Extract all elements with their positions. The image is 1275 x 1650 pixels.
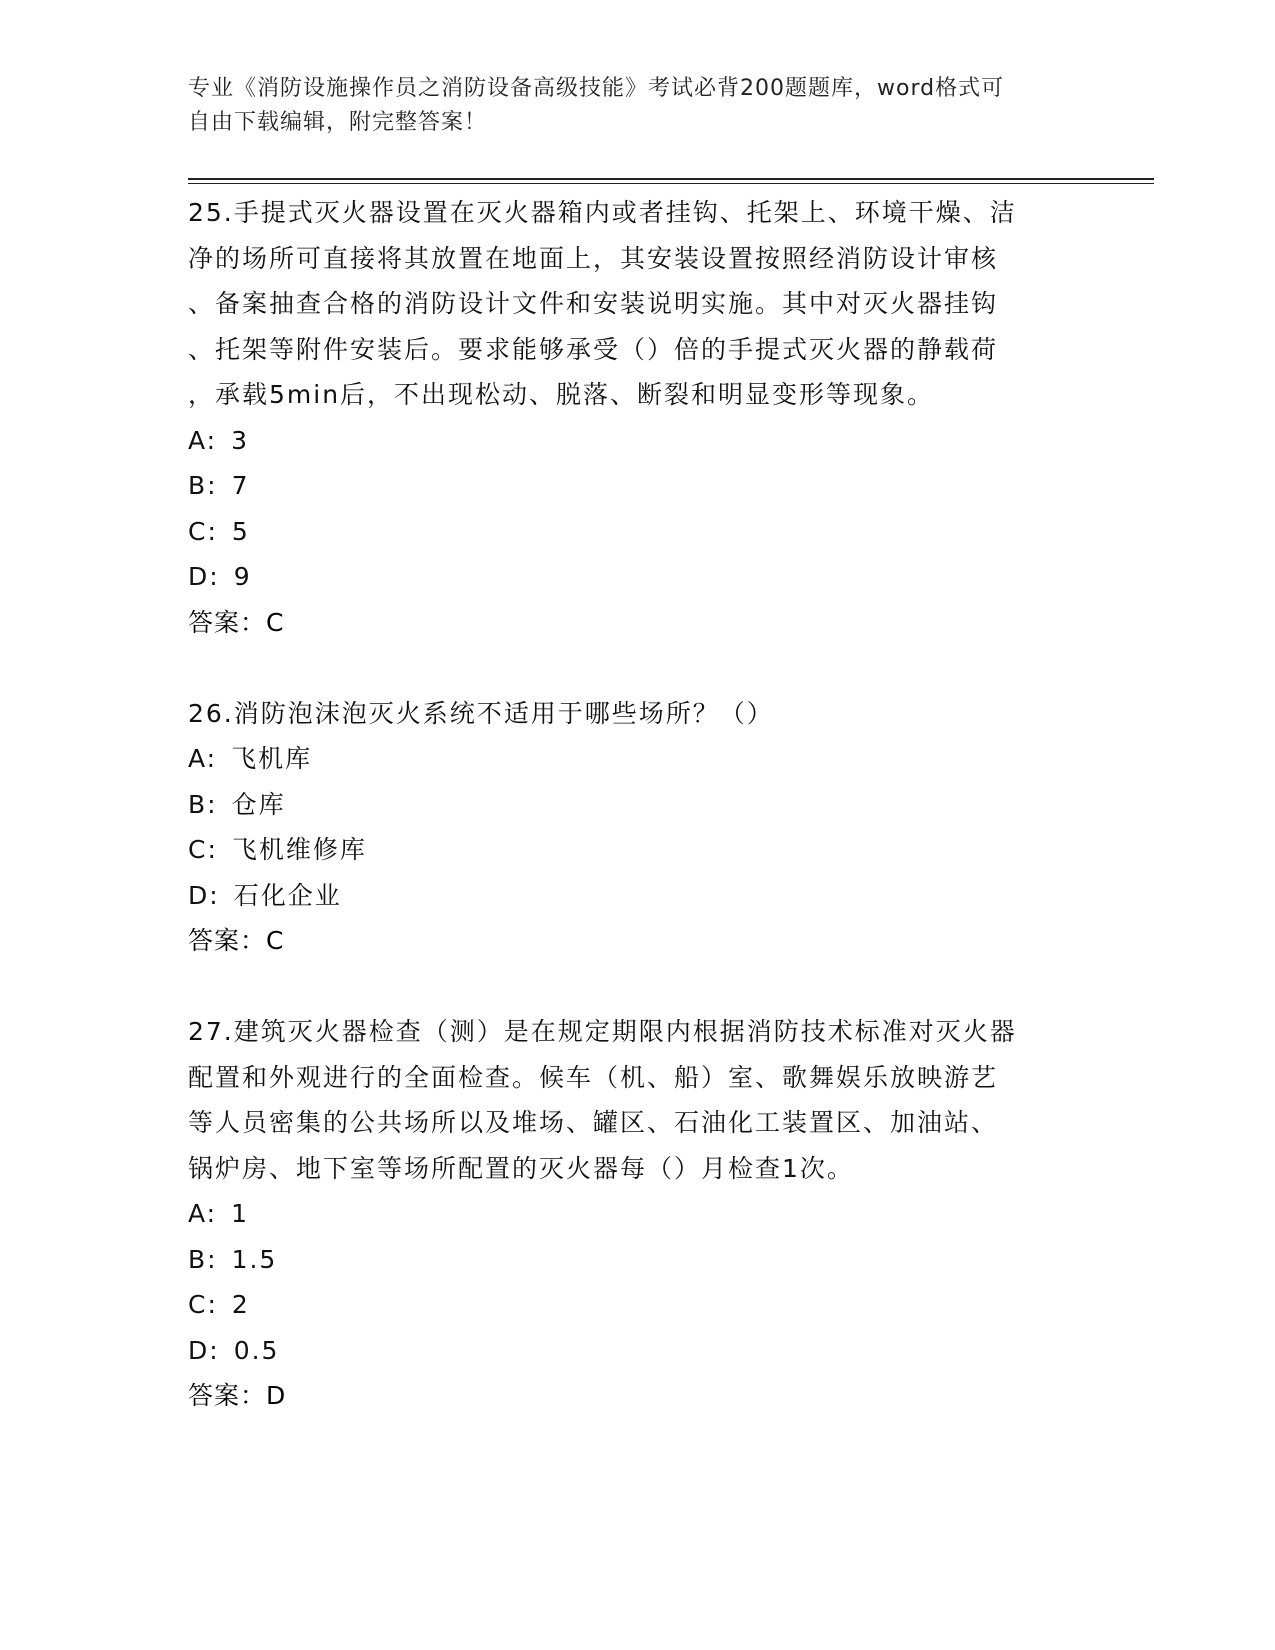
option-value: 石化企业 bbox=[233, 880, 342, 910]
header-divider-thick bbox=[188, 178, 1154, 180]
question-line: ，承载5min后，不出现松动、脱落、断裂和明显变形等现象。 bbox=[188, 380, 935, 409]
question-line: 25.手提式灭火器设置在灭火器箱内或者挂钩、托架上、环境干燥、洁 bbox=[188, 198, 1017, 227]
option-value: 7 bbox=[231, 471, 250, 500]
question-line: 、备案抽查合格的消防设计文件和安装说明实施。其中对灭火器挂钩 bbox=[188, 289, 999, 318]
question-text bbox=[188, 190, 1078, 418]
option-c bbox=[188, 509, 1078, 555]
question-spacer bbox=[188, 964, 1078, 1010]
question-line: 等人员密集的公共场所以及堆场、罐区、石油化工装置区、加油站、 bbox=[188, 1108, 999, 1137]
question-spacer bbox=[188, 645, 1078, 691]
header-divider-thin bbox=[188, 183, 1154, 184]
option-d bbox=[188, 1328, 1078, 1374]
option-key: C: bbox=[188, 1290, 218, 1319]
option-a bbox=[188, 418, 1078, 464]
option-value: 2 bbox=[231, 1290, 250, 1319]
document-header bbox=[188, 72, 1078, 140]
question-text bbox=[188, 1009, 1078, 1191]
answer: 答案：C bbox=[188, 926, 285, 955]
answer: 答案：C bbox=[188, 607, 285, 637]
option-key: A: bbox=[188, 1199, 218, 1228]
option-value: 飞机库 bbox=[231, 744, 313, 773]
option-value: 0.5 bbox=[233, 1335, 280, 1365]
header-line-1: 专业《消防设施操作员之消防设备高级技能》考试必背200题题库，word格式可 bbox=[188, 76, 1005, 101]
option-b bbox=[188, 782, 1078, 828]
answer: 答案：D bbox=[188, 1381, 287, 1410]
option-c bbox=[188, 827, 1078, 873]
option-d bbox=[188, 873, 1078, 919]
question-line: 净的场所可直接将其放置在地面上，其安装设置按照经消防设计审核 bbox=[188, 243, 999, 273]
option-key: B: bbox=[188, 471, 218, 500]
option-value: 3 bbox=[231, 425, 249, 455]
option-value: 仓库 bbox=[231, 789, 286, 819]
option-value: 9 bbox=[233, 562, 252, 591]
question-line: 配置和外观进行的全面检查。候车（机、船）室、歌舞娱乐放映游艺 bbox=[188, 1062, 999, 1092]
option-value: 1.5 bbox=[231, 1244, 278, 1274]
option-key: C: bbox=[188, 835, 218, 864]
option-key: D: bbox=[188, 562, 220, 591]
question-25 bbox=[188, 190, 1078, 645]
option-b bbox=[188, 463, 1078, 509]
question-line: 锅炉房、地下室等场所配置的灭火器每（）月检查1次。 bbox=[188, 1153, 854, 1183]
option-c bbox=[188, 1282, 1078, 1328]
question-26 bbox=[188, 691, 1078, 964]
option-a bbox=[188, 736, 1078, 782]
question-27 bbox=[188, 1009, 1078, 1419]
option-key: B: bbox=[188, 789, 218, 819]
option-a bbox=[188, 1191, 1078, 1237]
question-text bbox=[188, 691, 1078, 737]
option-key: D: bbox=[188, 880, 220, 910]
header-line-2: 自由下载编辑，附完整答案！ bbox=[188, 110, 488, 135]
option-value: 飞机维修库 bbox=[231, 835, 367, 864]
option-key: D: bbox=[188, 1335, 220, 1365]
option-b bbox=[188, 1237, 1078, 1283]
question-line: 26.消防泡沫泡灭火系统不适用于哪些场所？（） bbox=[188, 698, 774, 728]
question-list bbox=[188, 190, 1078, 1419]
option-value: 5 bbox=[231, 516, 250, 546]
option-key: A: bbox=[188, 744, 218, 773]
question-line: 27.建筑灭火器检查（测）是在规定期限内根据消防技术标准对灭火器 bbox=[188, 1017, 1017, 1046]
option-d bbox=[188, 554, 1078, 600]
question-line: 、托架等附件安装后。要求能够承受（）倍的手提式灭火器的静载荷 bbox=[188, 334, 999, 364]
option-value: 1 bbox=[231, 1199, 249, 1228]
option-key: C: bbox=[188, 516, 218, 546]
option-key: B: bbox=[188, 1244, 218, 1274]
option-key: A: bbox=[188, 425, 218, 455]
